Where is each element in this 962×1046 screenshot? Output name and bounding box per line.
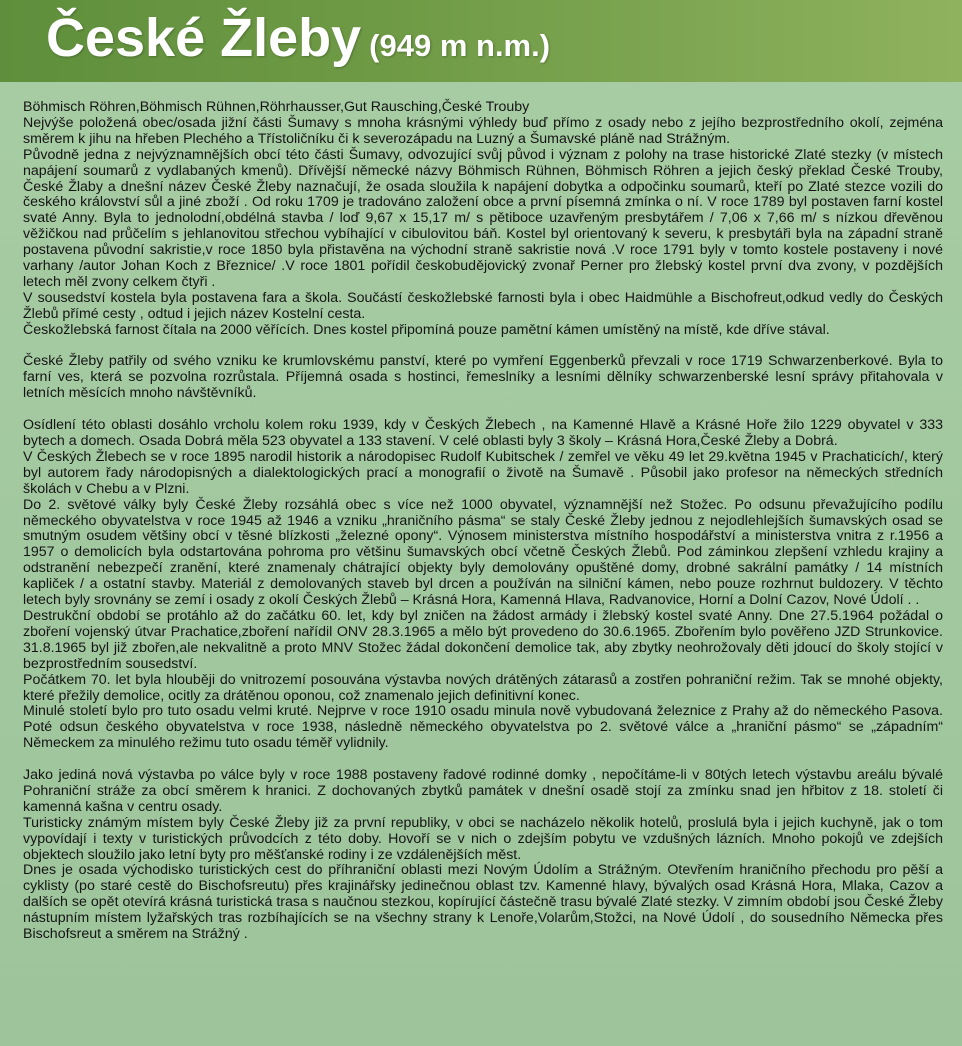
paragraph: V Českých Žlebech se v roce 1895 narodil historik a národopisec Rudolf Kubitschek / zemřel ve věku 49 let 29.května 1945 v Prachaticích/, který byl autorem řady národopisných a dialektologických prací a monografií o životě na Šumavě . Působil jako profesor na německých středních školách v Chebu a v Plzni. — [23, 448, 943, 497]
paragraph: Českožlebská farnost čítala na 2000 věřících. Dnes kostel připomíná pouze pamětní kámen umístěný na místě, kde dříve stával. — [23, 321, 830, 338]
paragraph: Osídlení této oblasti dosáhlo vrcholu kolem roku 1939, kdy v Českých Žlebech , na Kamenné Hlavě a Krásné Hoře žilo 1229 obyvatel v 333 bytech a domech. Osada Dobrá měla 523 obyvatel a 133 stavení. V celé oblasti byly 3 školy – Krásná Hora,České Žleby a Dobrá. — [23, 417, 943, 449]
paragraph: České Žleby patřily od svého vzniku ke krumlovskému panství, které po vymření Eggenberků převzali v roce 1719 Schwarzenberkové. Byla to farní ves, která se pozvolna rozrůstala. Příjemná osada s hostinci, řemeslníky a lesními dělníky schwarzenberské lesní správy přitahovala v letních měsících mnoho návštěvníků. — [23, 353, 943, 402]
paragraph: Böhmisch Röhren,Böhmisch Rühnen,Röhrhausser,Gut Rausching,České Trouby — [23, 99, 530, 115]
paragraph: Minulé století bylo pro tuto osadu velmi kruté. Nejprve v roce 1910 osadu minula nově vybudovaná železnice z Prahy až do německého Pasova. Poté odsun českého obyvatelstva v roce 1938, následně německého obyvatelstva po 2. světové válce a „hraniční pásmo“ se „západním“ Německem za minulého režimu tuto osadu téměř vylidnily. — [23, 703, 943, 752]
title-name: České Žleby — [46, 8, 362, 68]
paragraph: Počátkem 70. let byla hlouběji do vnitrozemí posouvána výstavba nových drátěných zátarasů a zostřen pohraniční režim. Tak se mnohé objekty, které přežily demolice, ocitly za drátěnou oponou, což znamenalo jejich definitivní konec. — [23, 671, 943, 704]
paragraph: V sousedství kostela byla postavena fara a škola. Součástí českožlebské farnosti byla i obec Haidmühle a Bischofreut,odkud vedly do Českých Žlebů přímé cesty , odtud i jejich název Kostelní cesta. — [23, 289, 943, 322]
paragraph: Jako jediná nová výstavba po válce byly v roce 1988 postaveny řadové rodinné domky , nepočítáme-li v 80tých letech výstavbu areálu bývalé Pohraniční stráže za obcí směrem k hranici. Z dochovaných zbytků památek v dnešní osadě stojí za zmínku snad jen hřbitov z 18. století či kamenná kašna v centru osady. — [23, 767, 943, 815]
paragraph: Do 2. světové války byly České Žleby rozsáhlá obec s více než 1000 obyvatel, významnější než Stožec. Po odsunu převažujícího podílu německého obyvatelstva v roce 1945 až 1946 a vzniku „hraničního pásma“ se staly České Žleby jednou z nejodlehlejších šumavských osad se smutným osudem většiny obcí v těsné blízkosti „železné opony“. Výnosem ministerstva místního hospodářství a ministerstva vnitra z r.1956 a 1957 o demolicích byla odstartována pohroma pro většinu šumavských obcí včetně Českých Žlebů. Pod záminkou zlepšení vzhledu krajiny a odstranění nebezpečí zranění, které znamenaly chátrající objekty byly demolovány opuštěné domy, drobné sakrální památky / 14 místních kapliček / a ostatní stavby. Materiál z demolovaných staveb byl drcen a používán na silniční kámen, nebo pouze rozhrnut buldozery. V těchto letech byly srovnány se zemí i osady z okolí Českých Žlebů – Krásná Hora, Kamenná Hlava, Radvanovice, Horní a Dolní Cazov, Nové Údolí . . — [23, 496, 943, 609]
article-body — [23, 100, 943, 943]
paragraph: Dnes je osada východisko turistických cest do příhraniční oblasti mezi Novým Údolím a Strážným. Otevřením hraničního přechodu pro pěší a cyklisty (po staré cestě do Bischofsreutu) přes krajinářsky jedinečnou oblast tzv. Kamenné hlavy, bývalých osad Krásná Hora, Mlaka, Cazov a dalších se opět otevírá krásná turistická trasa s naučnou stezkou, kopírující částečně trasu bývalé Zlaté stezky. V zimním období jsou České Žleby nástupním místem lyžařských tras rozbíhajících se na všechny strany k Lenoře,Volarům,Stožci, na Nové Údolí , do sousedního Německa přes Bischofsreut a směrem na Strážný . — [23, 862, 943, 943]
paragraph: Destrukční období se protáhlo až do začátku 60. let, kdy byl zničen na žádost armády i žlebský kostel svaté Anny. Dne 27.5.1964 požádal o zboření vojenský útvar Prachatice,zboření nařídil ONV 28.3.1965 a mělo být provedeno do 30.6.1965. Zbořením bylo pověřeno JZD Strunkovice. 31.8.1965 byl již zbořen,ale nekvalitně a proto MNV Stožec žádal dokončení demolice tak, aby zbytky neohrožovaly děti jdoucí do školy stojící v bezprostředním sousedství. — [23, 607, 943, 672]
page-title — [46, 6, 550, 78]
paragraph: Nejvýše položená obec/osada jižní části Šumavy s mnoha krásnými výhledy buď přímo z osady nebo z jejího bezprostředního okolí, zejména směrem k jihu na hřeben Plechého a Třístoličníku či k severozápadu na Luzný a Šumavské pláně nad Strážným. — [23, 114, 943, 147]
paragraph: Turisticky známým místem byly České Žleby již za první republiky, v obci se nacházelo několik hotelů, proslulá byla i jejich kuchyně, jak o tom vypovídají i texty v turistických průvodcích z této doby. Hovoří se v nich o zdejším pobytu ve vzdušných lázních. Mnoho pokojů ve zdejších objektech sloužilo jako letní byty pro měšťanské rodiny i ze vzdálenějších měst. — [23, 814, 943, 863]
paragraph: Původně jedna z nejvýznamnějších obcí této části Šumavy, odvozující svůj původ i význam z polohy na trase historické Zlaté stezky (v místech napájení soumarů z vydlabaných kmenů). Dřívější německé názvy Böhmisch Rühnen, Böhmisch Röhren a jejich český překlad České Trouby, České Žlaby a dnešní název České Žleby naznačují, že osada sloužila k napájení dobytka a odpočinku soumarů, kteří po Zlaté stezce vozili do českého království sůl a jiné zboží . Od roku 1709 je tradováno založení obce a první písemná zmínka o ní. V roce 1789 byl postaven farní kostel svaté Anny. Byla to jednolodní,obdélná stavba / loď 9,67 x 15,17 m/ s pětiboce uzavřeným presbytářem / 7,06 x 7,66 m/ s nízkou dřevěnou věžičkou nad průčelím s jehlanovitou střechou vybíhající v cibulovitou báň. Kostel byl orientovaný k severu, k presbytáři byla na západní straně postavena původní sakristie,v roce 1850 byla přistavěna na východní straně sakristie nová .V roce 1791 byly v tomto kostele postaveny i nové varhany /autor Johan Koch z Březnice/ .V roce 1801 pořídil českobudějovický zvonař Perner pro žlebský kostel první dva zvony, v pozdějších letech měl zvony celkem čtyři . — [23, 146, 943, 290]
title-banner — [0, 0, 962, 82]
title-altitude: (949 m n.m.) — [369, 28, 551, 63]
